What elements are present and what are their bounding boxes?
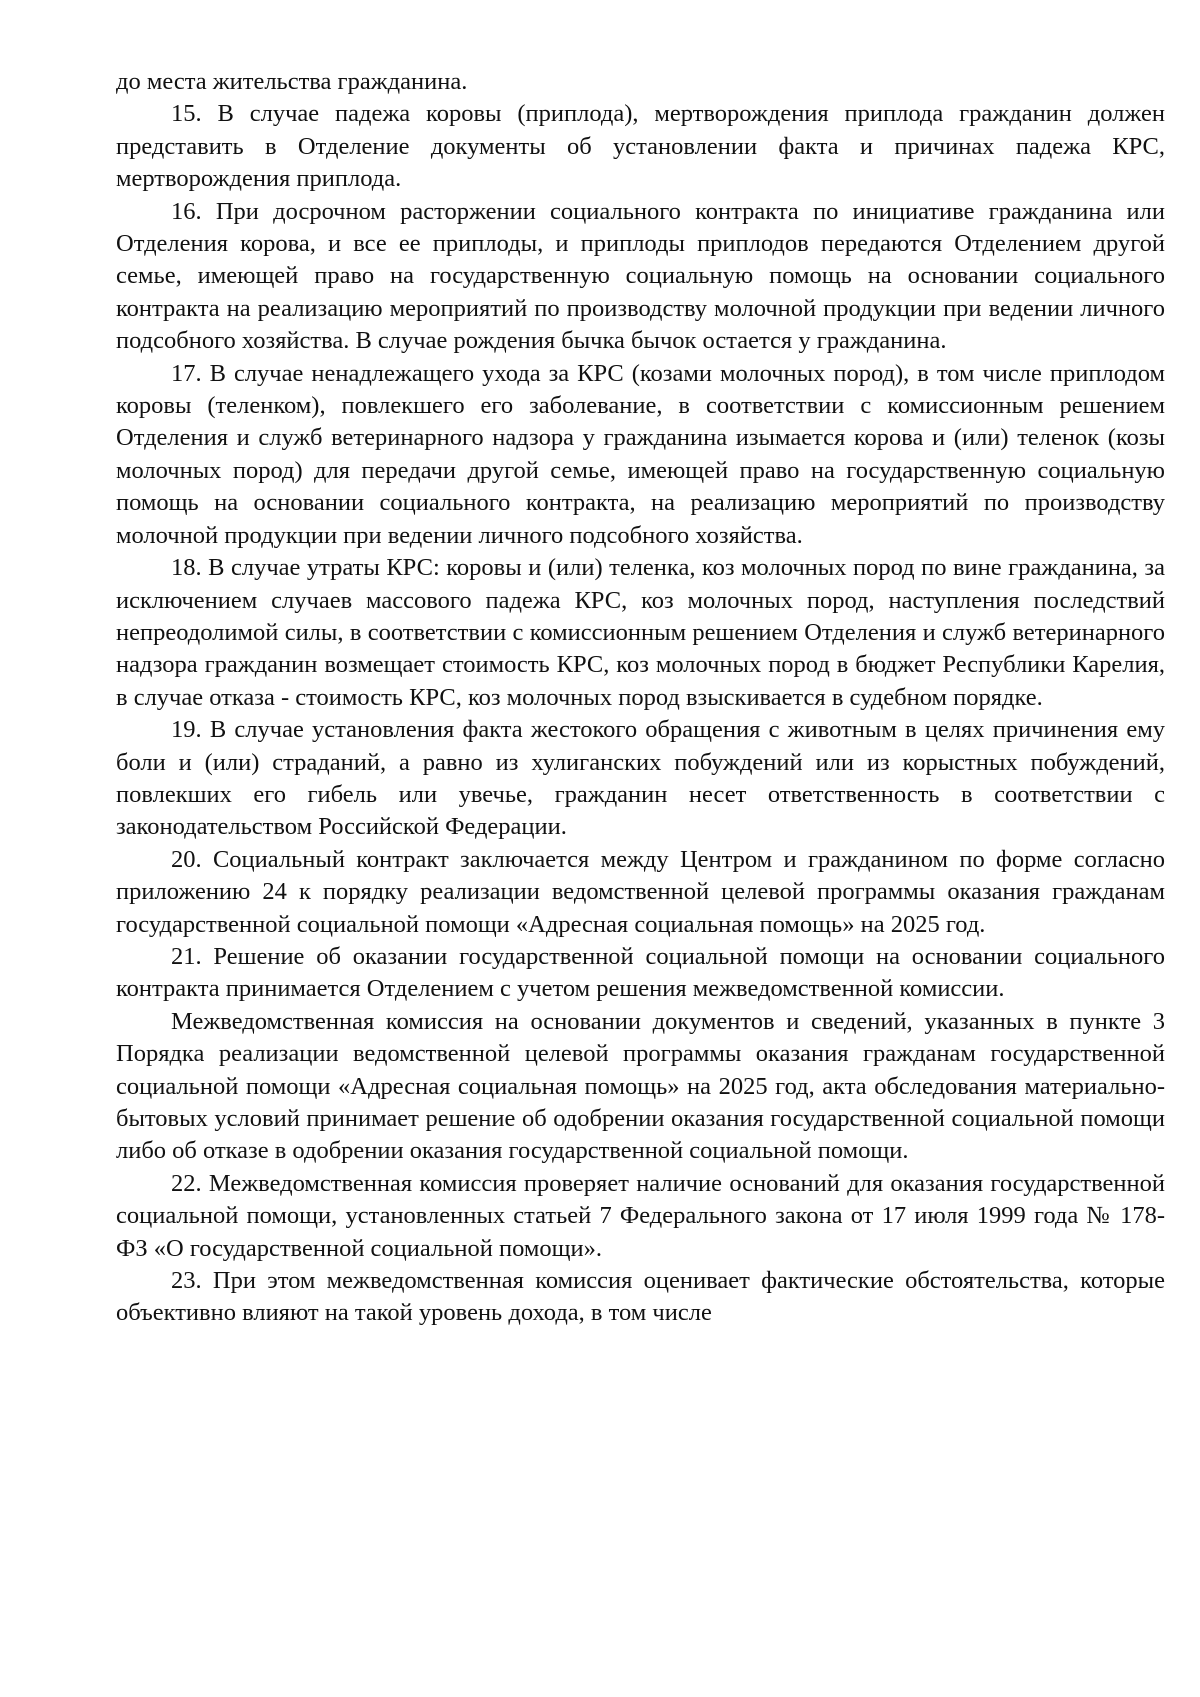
paragraph-21: 21. Решение об оказании государственной социальной помощи на основании социального контракта принимается Отделением с учетом решения межведомственной комиссии. [116, 942, 1165, 1003]
paragraph-22: 22. Межведомственная комиссия проверяет наличие оснований для оказания государственной социальной помощи, установленных статьей 7 Федерального закона от 17 июля 1999 года № 178-ФЗ «О государственной социальной помощи». [116, 1169, 1165, 1262]
paragraph-19: 19. В случае установления факта жестокого обращения с животным в целях причинения ему боли и (или) страданий, а равно из хулиганских побуждений или из корыстных побуждений, повлекших его гибель или увечье, гражданин несет ответственность в соответствии с законодательством Российской Федерации. [116, 716, 1165, 841]
paragraph-21-commission: Межведомственная комиссия на основании документов и сведений, указанных в пункте 3 Порядка реализации ведомственной целевой программы оказания гражданам государственной социальной помощи «Адресная социальная помощь» на 2025 год, акта обследования материально-бытовых условий принимает решение об одобрении оказания государственной социальной помощи либо об отказе в одобрении оказания государственной социальной помощи. [116, 1007, 1165, 1165]
paragraph-23: 23. При этом межведомственная комиссия оценивает фактические обстоятельства, которые объективно влияют на такой уровень дохода, в том числе [116, 1267, 1165, 1327]
paragraph-17: 17. В случае ненадлежащего ухода за КРС (козами молочных пород), в том числе приплодом коровы (теленком), повлекшего его заболевание, в соответствии с комиссионным решением Отделения и служб ветеринарного надзора у гражданина изымается корова и (или) теленок (козы молочных пород) для передачи другой семье, имеющей право на государственную социальную помощь на основании социального контракта, на реализацию мероприятий по производству молочной продукции при ведении личного подсобного хозяйства. [116, 359, 1165, 549]
paragraph-15: 15. В случае падежа коровы (приплода), мертворождения приплода гражданин должен представить в Отделение документы об установлении факта и причинах падежа КРС, мертворождения приплода. [116, 100, 1165, 193]
paragraph-16: 16. При досрочном расторжении социального контракта по инициативе гражданина или Отделения корова, и все ее приплоды, и приплоды приплодов передаются Отделением другой семье, имеющей право на государственную социальную помощь на основании социального контракта на реализацию мероприятий по производству молочной продукции при ведении личного подсобного хозяйства. В случае рождения бычка бычок остается у гражданина. [116, 197, 1165, 355]
paragraph-20: 20. Социальный контракт заключается между Центром и гражданином по форме согласно приложению 24 к порядку реализации ведомственной целевой программы оказания гражданам государственной социальной помощи «Адресная социальная помощь» на 2025 год. [116, 845, 1165, 938]
document-page [116, 66, 1165, 1330]
paragraph-continuation: до места жительства гражданина. [116, 68, 468, 95]
paragraph-18: 18. В случае утраты КРС: коровы и (или) теленка, коз молочных пород по вине гражданина, за исключением случаев массового падежа КРС, коз молочных пород, наступления последствий непреодолимой силы, в соответствии с комиссионным решением Отделения и служб ветеринарного надзора гражданин возмещает стоимость КРС, коз молочных пород в бюджет Республики Карелия, в случае отказа - стоимость КРС, коз молочных пород взыскивается в судебном порядке. [116, 554, 1165, 711]
